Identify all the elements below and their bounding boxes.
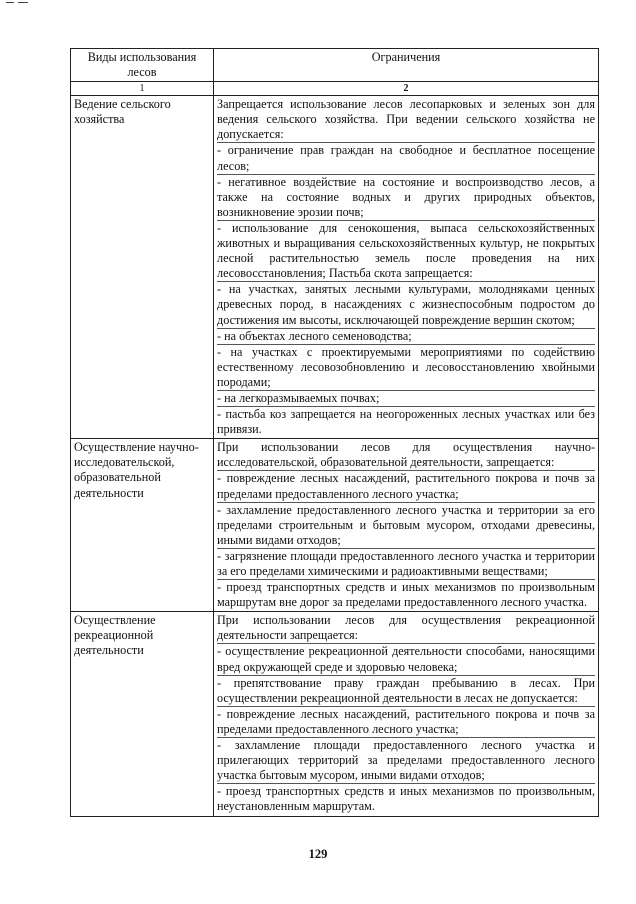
restriction-paragraph: Запрещается использование лесов лесопарковых и зеленых зон для ведения сельского хозяйства. При ведении сельского хозяйства не допускается:: [217, 97, 595, 142]
restriction-paragraph: - использование для сенокошения, выпаса сельскохозяйственных животных и выращивания сельскохозяйственных культур, не покрытых лесной растительностью земель после проведения на них лесовосстановления; Пастьба скота запрещается:: [217, 220, 595, 281]
restriction-paragraph: - повреждение лесных насаждений, растительного покрова и почв за пределами предоставленного лесного участка;: [217, 706, 595, 736]
restriction-paragraph: - ограничение прав граждан на свободное и бесплатное посещение лесов;: [217, 143, 595, 173]
restrictions-table: [70, 48, 599, 817]
restriction-paragraph: - на участках с проектируемыми мероприятиями по содействию естественному лесовозобновлению и лесовосстановлению хвойными породами;: [217, 344, 595, 389]
restriction-paragraph: - осуществление рекреационной деятельности способами, наносящими вред окружающей среде и здоровью человека;: [217, 644, 595, 674]
restriction-paragraph: - проезд транспортных средств и иных механизмов по произвольным, неустановленным маршрутам.: [217, 784, 595, 814]
column-number-2: 2: [214, 82, 599, 96]
table-row: [71, 612, 599, 816]
restriction-paragraph: - пастьба коз запрещается на неогороженных лесных участках или без привязи.: [217, 407, 595, 437]
usage-type-cell: Осуществление научно-исследовательской, образовательной деятельности: [71, 439, 214, 612]
restrictions-cell: [214, 612, 599, 816]
table-row: [71, 96, 599, 439]
restriction-paragraph: - захламление предоставленного лесного участка и территории за его пределами строительным и бытовым мусором, отходами древесины, иными видами отходов;: [217, 502, 595, 547]
restriction-paragraph: - проезд транспортных средств и иных механизмов по произвольным маршрутам вне дорог за пределами предоставленного лесного участка.: [217, 580, 595, 610]
header-restrictions: Ограничения: [214, 49, 599, 82]
restriction-paragraph: При использовании лесов для осуществления рекреационной деятельности запрещается:: [217, 613, 595, 643]
restriction-paragraph: - препятствование праву граждан пребыванию в лесах. При осуществлении рекреационной деятельности в лесах не допускается:: [217, 675, 595, 705]
restriction-paragraph: При использовании лесов для осуществления научно- исследовательской, образовательной деятельности, запрещается:: [217, 440, 595, 470]
restriction-paragraph: - на участках, занятых лесными культурами, молодняками ценных древесных пород, в насаждениях с жизнеспособным подростом до достижения им высоты, исключающей повреждение вершин скотом;: [217, 282, 595, 327]
restrictions-cell: [214, 96, 599, 439]
restriction-paragraph: - захламление площади предоставленного лесного участка и прилегающих территорий за пределами предоставленного лесного участка бытовым мусором, иными видами отходов;: [217, 738, 595, 783]
usage-type-cell: Осуществление рекреационной деятельности: [71, 612, 214, 816]
header-forest-use-types: Виды использования лесов: [71, 49, 214, 82]
restrictions-cell: [214, 439, 599, 612]
restriction-paragraph: - на объектах лесного семеноводства;: [217, 328, 595, 344]
restriction-paragraph: - повреждение лесных насаждений, растительного покрова и почв за пределами предоставленного лесного участка;: [217, 471, 595, 501]
column-number-row: [71, 82, 599, 96]
restriction-paragraph: - загрязнение площади предоставленного лесного участка и территории за его пределами химическими и радиоактивными веществами;: [217, 548, 595, 578]
table-header-row: [71, 49, 599, 82]
restriction-paragraph: - негативное воздействие на состояние и воспроизводство лесов, а также на состояние водных и других природных объектов, возникновение эрозии почв;: [217, 174, 595, 219]
restriction-paragraph: - на легкоразмываемых почвах;: [217, 390, 595, 406]
table-row: [71, 439, 599, 612]
page-number: 129: [308, 847, 328, 861]
column-number-1: 1: [71, 82, 214, 96]
scan-corner-mark: [6, 2, 32, 6]
usage-type-cell: Ведение сельского хозяйства: [71, 96, 214, 439]
